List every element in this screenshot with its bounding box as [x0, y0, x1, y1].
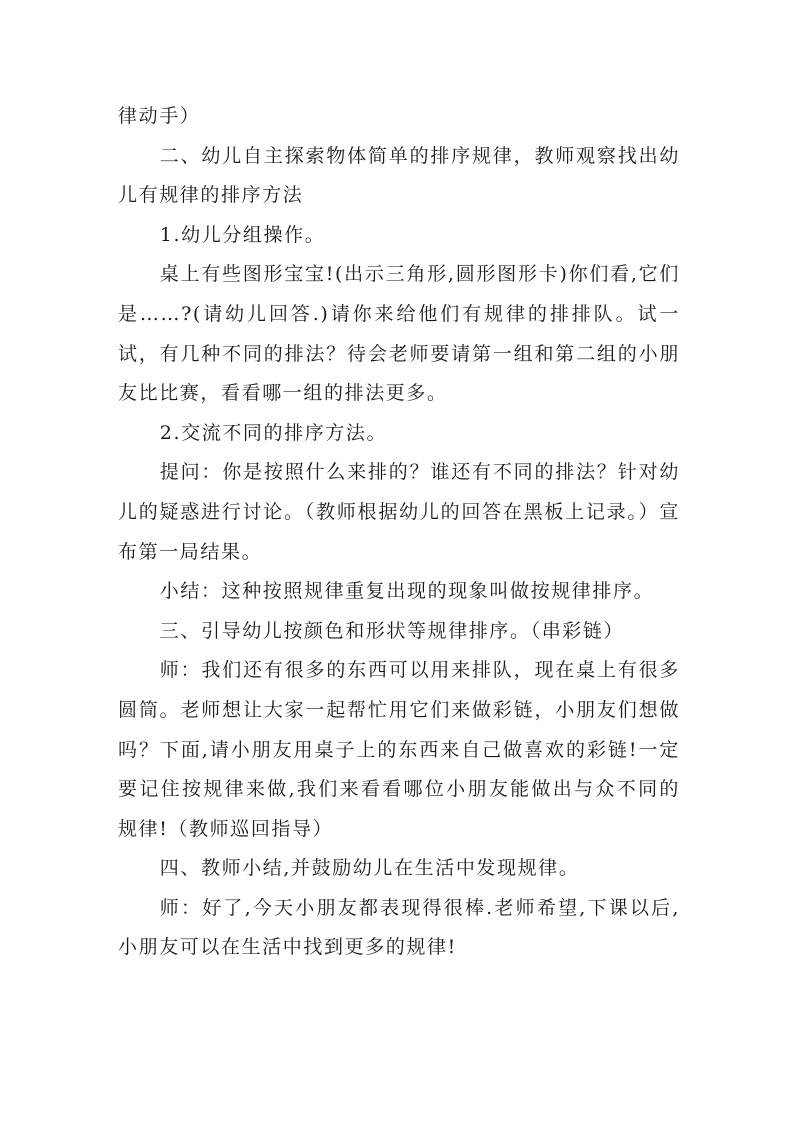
step-heading-1: 1.幼儿分组操作。	[159, 223, 326, 246]
step-heading-2: 2.交流不同的排序方法。	[159, 421, 388, 444]
section-heading-4: 四、教师小结,并鼓励幼儿在生活中发现规律。	[159, 857, 580, 880]
paragraph-color-chain: 师：我们还有很多的东西可以用来排队，现在桌上有很多圆筒。老师想让大家一起帮忙用它们来做彩链，小朋友们想做吗？下面,请小朋友用桌子上的东西来自己做喜欢的彩链!一定要记住按规律来做,我们来看看哪位小朋友能做出与众不同的规律!（教师巡回指导）	[118, 659, 680, 840]
paragraph-closing: 师：好了,今天小朋友都表现得很棒.老师希望,下课以后,小朋友可以在生活中找到更多的规律!	[118, 896, 680, 959]
paragraph-questions: 提问：你是按照什么来排的？谁还有不同的排法？针对幼儿的疑惑进行讨论。（教师根据幼儿的回答在黑板上记录。）宣布第一局结果。	[118, 461, 680, 563]
paragraph-summary: 小结：这种按照规律重复出现的现象叫做按规律排序。	[159, 580, 655, 603]
paragraph-continuation: 律动手）	[118, 105, 201, 127]
paragraph-shapes-activity: 桌上有些图形宝宝!(出示三角形,圆形图形卡)你们看,它们是……?(请幼儿回答.)请你来给他们有规律的排排队。试一试，有几种不同的排法？待会老师要请第一组和第二组的小朋友比比赛，看看哪一组的排法更多。	[118, 263, 680, 405]
document-body	[118, 97, 680, 968]
section-heading-3: 三、引导幼儿按颜色和形状等规律排序。（串彩链）	[159, 619, 625, 642]
section-heading-2: 二、幼儿自主探索物体简单的排序规律，教师观察找出幼儿有规律的排序方法	[118, 144, 680, 207]
